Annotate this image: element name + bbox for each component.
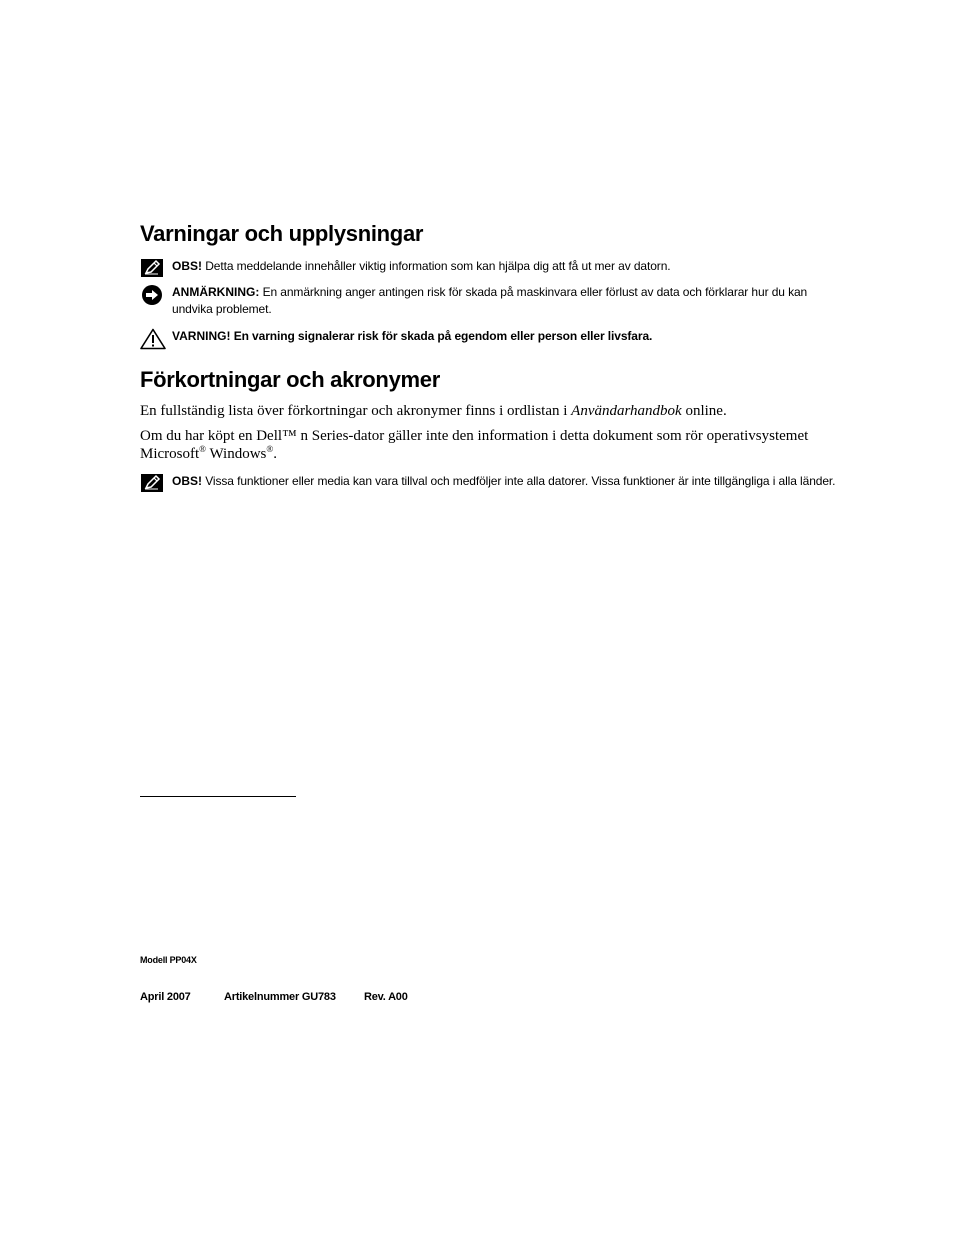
- obs-label: OBS!: [172, 259, 202, 273]
- model-number: Modell PP04X: [140, 955, 197, 965]
- pencil-note-icon: [140, 473, 166, 495]
- warning-triangle-icon: [140, 328, 166, 350]
- varning-notice: [140, 328, 845, 345]
- pencil-note-icon: [140, 258, 166, 280]
- para2-end: .: [273, 446, 277, 462]
- footnote-divider: [140, 796, 296, 797]
- para1-suffix: online.: [681, 403, 727, 419]
- obs-note: [140, 258, 845, 275]
- para2-text: Om du har köpt en Dell™ n Series-dator gäller inte den information i detta dokument som rör operativsystemet Microsoft: [140, 428, 809, 462]
- obs-features-text: Vissa funktioner eller media kan vara tillval och medföljer inte alla datorer. Vissa funktioner är inte tillgängliga i alla länder.: [205, 474, 836, 488]
- varning-label: VARNING!: [172, 329, 231, 343]
- obs-text: Detta meddelande innehåller viktig information som kan hjälpa dig att få ut mer av datorn.: [205, 259, 671, 273]
- publication-date: April 2007: [140, 991, 191, 1003]
- para2-windows: Windows: [206, 446, 267, 462]
- nseries-paragraph: [140, 427, 845, 463]
- registered-mark: ®: [266, 444, 274, 454]
- anmarkning-label: ANMÄRKNING:: [172, 285, 260, 299]
- varning-text: En varning signalerar risk för skada på egendom eller person eller livsfara.: [233, 329, 653, 343]
- para1-text: En fullständig lista över förkortningar och akronymer finns i ordlistan i: [140, 403, 572, 419]
- abbreviations-paragraph: [140, 402, 845, 420]
- users-guide-title: Användarhandbok: [571, 403, 682, 419]
- registered-mark: ®: [199, 444, 207, 454]
- obs-note-features: [140, 473, 845, 490]
- anmarkning-notice: [140, 284, 845, 318]
- arrow-circle-icon: [140, 284, 166, 306]
- obs-label: OBS!: [172, 474, 202, 488]
- section-heading-warnings: Varningar och upplysningar: [140, 221, 424, 246]
- section-heading-abbreviations: Förkortningar och akronymer: [140, 367, 440, 392]
- revision: Rev. A00: [364, 991, 408, 1003]
- anmarkning-text: En anmärkning anger antingen risk för skada på maskinvara eller förlust av data och förklarar hur du kan undvika problemet.: [172, 285, 808, 316]
- article-number: Artikelnummer GU783: [224, 991, 336, 1003]
